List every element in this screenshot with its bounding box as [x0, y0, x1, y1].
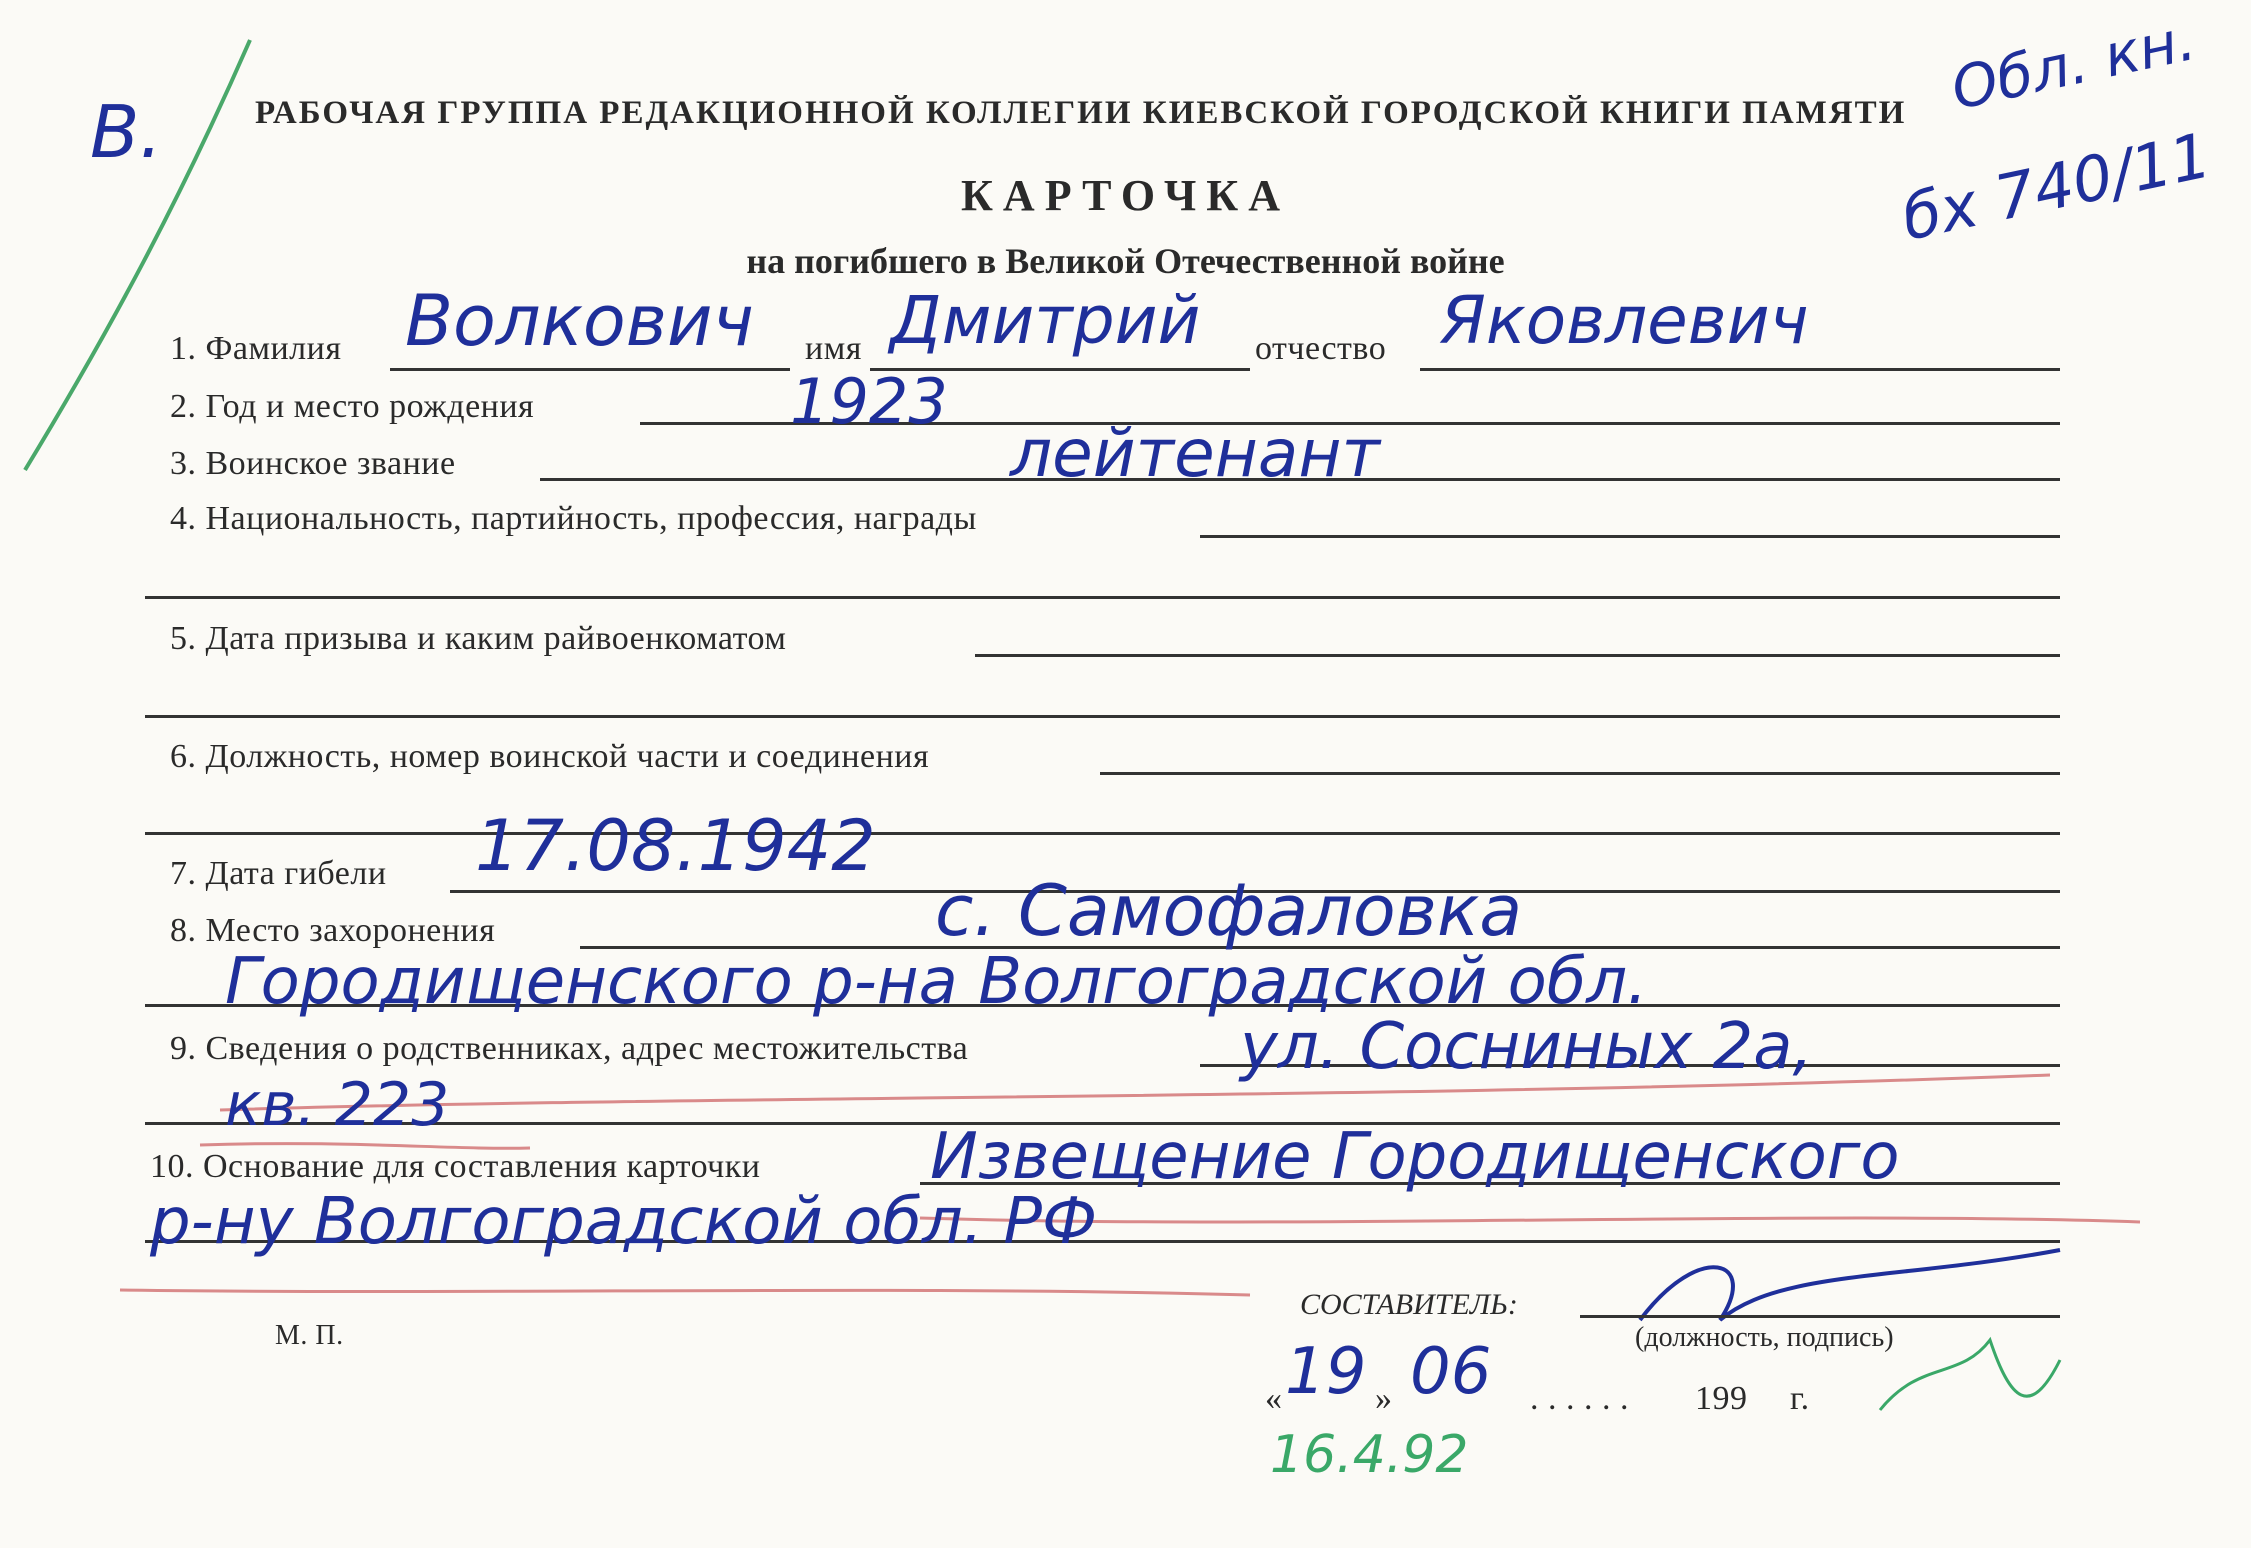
relatives-value-2: кв. 223: [225, 1070, 450, 1140]
field-basis-label: 10. Основание для составления карточки: [150, 1148, 761, 1185]
field-birth-label: 2. Год и место рождения: [170, 388, 535, 425]
field-burial-label: 8. Место захоронения: [170, 912, 496, 949]
card-title: КАРТОЧКА: [961, 171, 1290, 220]
death-date-value: 17.08.1942: [475, 805, 876, 887]
relatives-value-1: ул. Сосниных 2а,: [1240, 1010, 1813, 1084]
patronymic-value: Яковлевич: [1440, 282, 1809, 359]
field-position-label: 6. Должность, номер воинской части и соединения: [170, 738, 930, 775]
field-patronymic-label: отчество: [1255, 330, 1387, 367]
seal-placeholder-label: М. П.: [275, 1320, 344, 1351]
field-death-date-label: 7. Дата гибели: [170, 855, 387, 892]
date-month-value: 06: [1410, 1335, 1492, 1409]
date-dots: . . . . . .: [1530, 1380, 1629, 1417]
first-name-value: Дмитрий: [890, 282, 1201, 359]
organization-header: РАБОЧАЯ ГРУППА РЕДАКЦИОННОЙ КОЛЛЕГИИ КИЕВСКОЙ ГОРОДСКОЙ КНИГИ ПАМЯТИ: [255, 95, 1907, 131]
handwritten-ref-line2: бх 740/11: [1895, 118, 2217, 255]
basis-value-1: Извещение Городищенского: [930, 1120, 1900, 1194]
date-open-quote: «: [1265, 1380, 1283, 1417]
green-date-value: 16.4.92: [1270, 1425, 1469, 1485]
signature-mark: [1640, 1250, 2060, 1320]
field-relatives-label: 9. Сведения о родственниках, адрес местожительства: [170, 1030, 969, 1067]
handwritten-letter-v: В.: [90, 90, 163, 174]
surname-value: Волкович: [405, 280, 754, 362]
red-underline-4: [120, 1290, 1250, 1295]
green-signature-mark: [1880, 1340, 2060, 1410]
date-year-prefix: 199: [1695, 1380, 1748, 1417]
date-close-quote: »: [1375, 1380, 1393, 1417]
field-conscription-label: 5. Дата призыва и каким райвоенкоматом: [170, 620, 787, 657]
compiler-label: СОСТАВИТЕЛЬ:: [1300, 1288, 1518, 1321]
handwritten-ref-line1: Обл. кн.: [1945, 5, 2202, 123]
burial-value-2: Городищенского р-на Волгоградской обл.: [225, 945, 1648, 1019]
basis-value-2: р-ну Волгоградской обл. РФ: [150, 1185, 1098, 1259]
date-day-value: 19: [1285, 1335, 1367, 1409]
field-rank-label: 3. Воинское звание: [170, 445, 456, 482]
red-underline-3: [920, 1218, 2140, 1222]
birth-value: 1923: [790, 365, 948, 438]
field-nationality-label: 4. Национальность, партийность, профессия, награды: [170, 500, 977, 537]
burial-value-1: с. Самофаловка: [935, 870, 1523, 952]
rank-value: лейтенант: [1010, 415, 1380, 492]
field-surname-label: 1. Фамилия: [170, 330, 342, 367]
compiler-sub-label: (должность, подпись): [1635, 1322, 1894, 1353]
field-name-label: имя: [805, 330, 862, 367]
date-year-suffix: г.: [1790, 1380, 1810, 1417]
card-subtitle: на погибшего в Великой Отечественной войне: [746, 241, 1505, 281]
